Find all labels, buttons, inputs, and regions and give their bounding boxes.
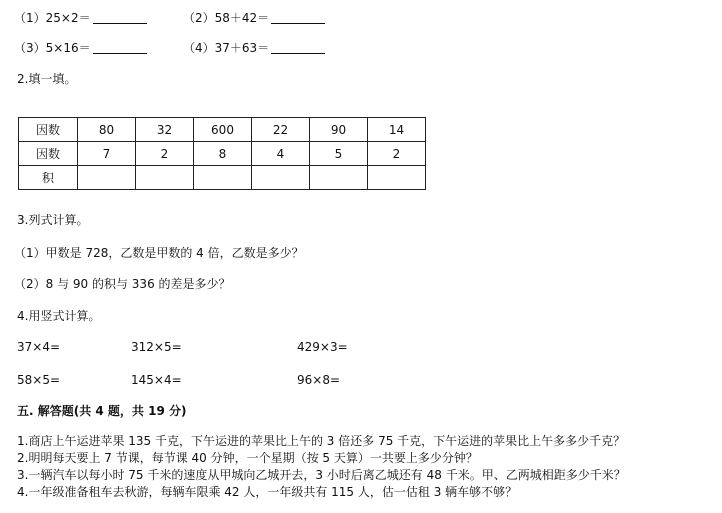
word-problem: 3.一辆汽车以每小时 75 千米的速度从甲城向乙城开去，3 小时后离乙城还有 48 千米。甲、乙两城相距多少千米？ [17, 468, 626, 482]
table-cell: 22 [252, 118, 310, 142]
calc-item: 96×8= [297, 373, 341, 387]
product-cell[interactable] [368, 166, 426, 190]
product-cell[interactable] [252, 166, 310, 190]
product-cell[interactable] [78, 166, 136, 190]
product-cell[interactable] [310, 166, 368, 190]
product-cell[interactable] [136, 166, 194, 190]
row-label: 因数 [19, 118, 78, 142]
table-row [19, 166, 426, 190]
q1-item-3 [14, 40, 147, 56]
table-cell: 8 [194, 142, 252, 166]
answer-blank[interactable] [93, 11, 147, 24]
table-cell: 5 [310, 142, 368, 166]
table-cell: 7 [78, 142, 136, 166]
q2-title: 2.填一填。 [17, 72, 77, 86]
word-problem: 2.明明每天要上 7 节课，每节课 40 分钟，一个星期（按 5 天算）一共要上多少分钟？ [17, 451, 478, 465]
q3-problem-1: （1）甲数是 728，乙数是甲数的 4 倍，乙数是多少？ [14, 246, 304, 260]
table-cell: 4 [252, 142, 310, 166]
section5-title: 五. 解答题(共 4 题，共 19 分) [17, 404, 187, 418]
calc-item: 145×4= [131, 373, 182, 387]
factor-table [18, 117, 426, 190]
word-problem: 4.一年级准备租车去秋游，每辆车限乘 42 人，一年级共有 115 人，估一估租 3 辆车够不够？ [17, 485, 518, 499]
calc-item: 58×5= [17, 373, 61, 387]
calc-item: 312×5= [131, 340, 182, 354]
answer-blank[interactable] [271, 11, 325, 24]
q1-item-2-text: （2）58＋42＝ [183, 11, 270, 25]
table-row [19, 118, 426, 142]
q1-item-1-text: （1）25×2＝ [14, 11, 91, 25]
table-cell: 14 [368, 118, 426, 142]
q1-item-1 [14, 10, 147, 26]
q1-item-4 [183, 40, 325, 56]
row-label: 因数 [19, 142, 78, 166]
table-cell: 80 [78, 118, 136, 142]
q4-title: 4.用竖式计算。 [17, 309, 101, 323]
table-cell: 2 [368, 142, 426, 166]
table-row [19, 142, 426, 166]
row-label: 积 [19, 166, 78, 190]
table-cell: 600 [194, 118, 252, 142]
product-cell[interactable] [194, 166, 252, 190]
q3-title: 3.列式计算。 [17, 213, 89, 227]
q3-problem-2: （2）8 与 90 的积与 336 的差是多少？ [14, 277, 231, 291]
q1-item-4-text: （4）37＋63＝ [183, 41, 270, 55]
calc-item: 429×3= [297, 340, 348, 354]
calc-item: 37×4= [17, 340, 61, 354]
answer-blank[interactable] [93, 41, 147, 54]
q1-item-3-text: （3）5×16＝ [14, 41, 91, 55]
table-cell: 2 [136, 142, 194, 166]
table-cell: 90 [310, 118, 368, 142]
word-problem: 1.商店上午运进苹果 135 千克，下午运进的苹果比上午的 3 倍还多 75 千克，下午运进的苹果比上午多多少千克？ [17, 434, 626, 448]
answer-blank[interactable] [271, 41, 325, 54]
table-cell: 32 [136, 118, 194, 142]
q1-item-2 [183, 10, 325, 26]
